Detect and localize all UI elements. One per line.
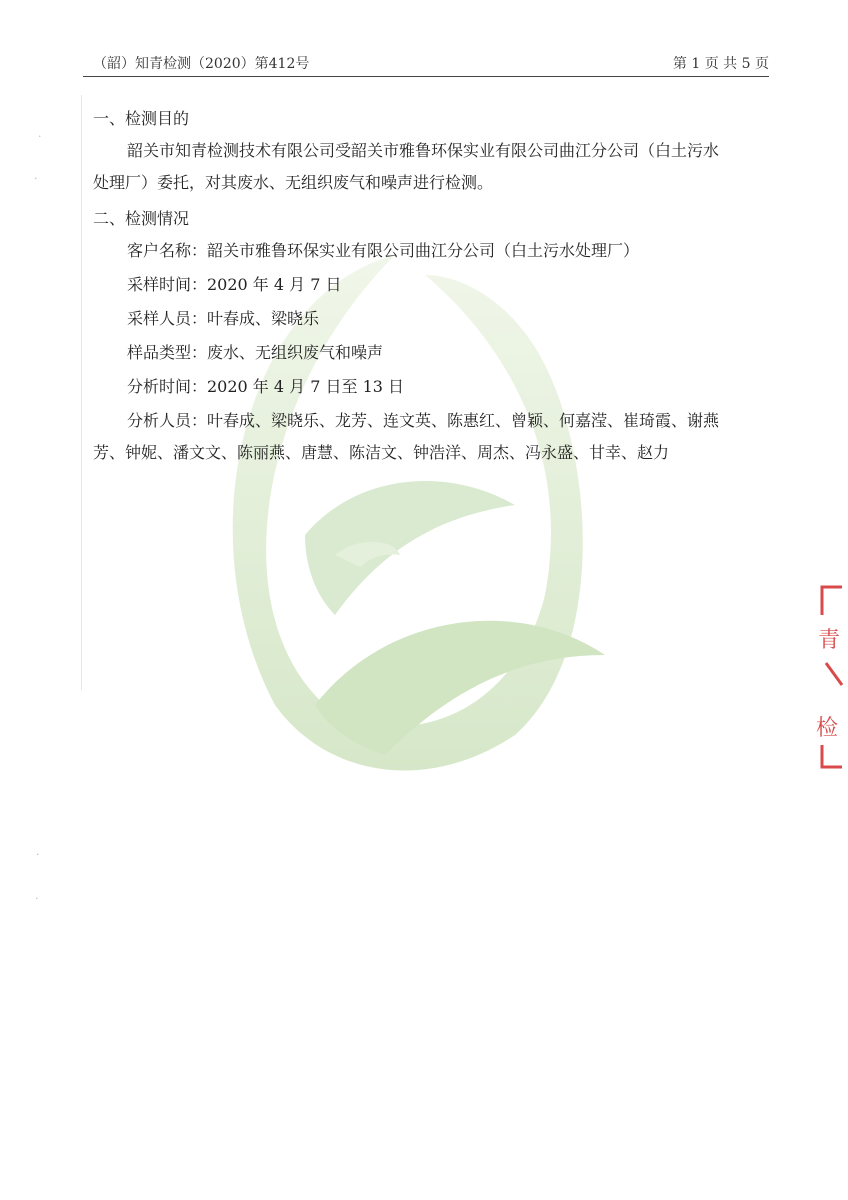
field-analysts-line2: 芳、钟妮、潘文文、陈丽燕、唐慧、陈洁文、钟浩洋、周杰、冯永盛、甘幸、赵力 [93,443,670,462]
section-heading-purpose: 一、检测目的 [93,109,190,128]
section-heading-situation: 二、检测情况 [93,209,190,228]
field-sample-type: 样品类型：废水、无组织废气和噪声 [127,343,384,362]
seal-glyph: 青 [818,628,841,653]
field-samplers: 采样人员：叶春成、梁晓乐 [127,309,320,328]
field-sampling-time: 采样时间：2020 年 4 月 7 日 [127,275,342,294]
watermark-leaf-upper [305,481,515,615]
scan-mark: · [38,130,42,143]
seal-bracket-bottom [822,745,842,767]
scan-mark: · [34,172,38,185]
field-client-name: 客户名称：韶关市雅鲁环保实业有限公司曲江分公司（白土污水处理厂） [127,241,640,260]
field-analysis-time: 分析时间：2020 年 4 月 7 日至 13 日 [127,377,405,396]
page-indicator: 第 1 页 共 5 页 [672,56,769,72]
report-number: （韶）知青检测（2020）第412号 [93,56,310,72]
scan-mark: · [35,892,39,905]
purpose-paragraph-line1: 韶关市知青检测技术有限公司受韶关市雅鲁环保实业有限公司曲江分公司（白土污水 [127,141,720,160]
official-seal-fragment [812,585,848,770]
purpose-paragraph-line2: 处理厂）委托，对其废水、无组织废气和噪声进行检测。 [93,173,494,192]
seal-glyph: 检 [816,716,839,741]
seal-bracket-top [822,587,842,615]
scan-margin-line [81,95,82,690]
document-header [83,50,769,77]
scan-mark: · [36,848,40,861]
seal-stroke [826,663,842,685]
field-analysts-line1: 分析人员：叶春成、梁晓乐、龙芳、连文英、陈惠红、曾颖、何嘉滢、崔琦霞、谢燕 [127,411,720,430]
